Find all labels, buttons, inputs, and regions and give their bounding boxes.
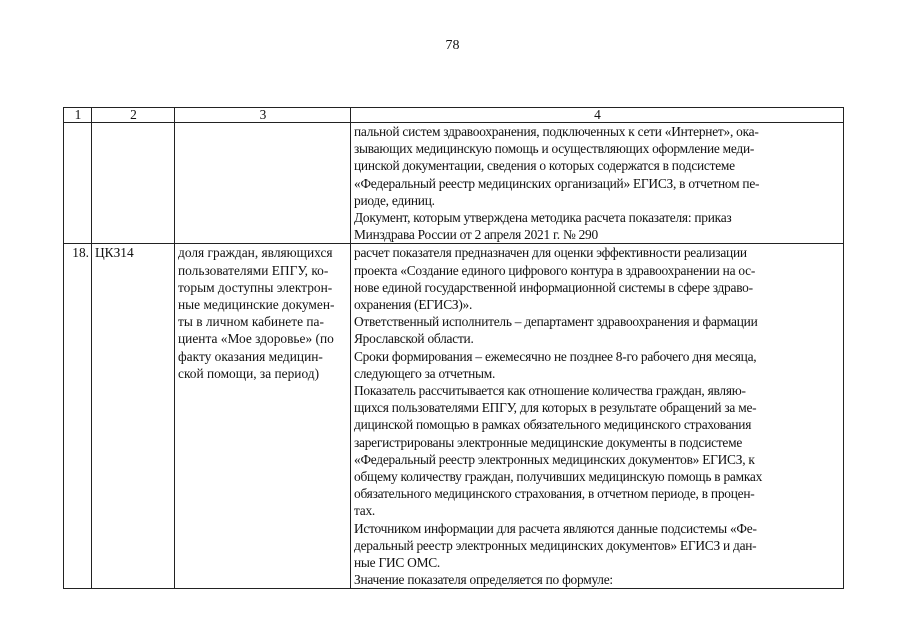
header-cell-3: 3 xyxy=(175,108,351,123)
description-line: дицинской помощью в рамках обязательного медицинского страхования xyxy=(354,417,752,433)
indicator-code: ЦКЗ14 xyxy=(92,244,175,589)
description-line: Значение показателя определяется по формуле: xyxy=(354,572,613,588)
description-line: ные ГИС ОМС. xyxy=(354,555,441,571)
continued-code-cell xyxy=(92,123,175,244)
description-line: охранения (ЕГИСЗ)». xyxy=(354,297,473,313)
description-line: «Федеральный реестр электронных медицинских документов» ЕГИСЗ, к xyxy=(354,451,755,467)
description-line: общему количеству граждан, получивших медицинскую помощь в рамках xyxy=(354,469,763,485)
table-header-row xyxy=(64,108,844,123)
description-line: деральный реестр электронных медицинских документов» ЕГИСЗ и дан- xyxy=(354,537,757,553)
description-line: расчет показателя предназначен для оценки эффективности реализации xyxy=(354,245,747,261)
indicator-name-line: доля граждан, являющихся xyxy=(178,245,333,261)
description-line: следующего за отчетным. xyxy=(354,365,496,381)
description-line: пальной систем здравоохранения, подключенных к сети «Интернет», ока- xyxy=(354,124,759,139)
indicator-name-line: факту оказания медицин- xyxy=(178,348,323,364)
table-row-18 xyxy=(64,244,844,589)
description-line: цинской документации, сведения о которых содержатся в подсистеме xyxy=(354,158,735,174)
header-cell-1: 1 xyxy=(64,108,92,123)
header-cell-2: 2 xyxy=(92,108,175,123)
paragraph-responsible xyxy=(354,313,841,347)
description-line: Документ, которым утверждена методика расчета показателя: приказ xyxy=(354,210,732,226)
paragraph-purpose xyxy=(354,244,841,313)
description-line: обязательного медицинского страхования, в отчетном периоде, в процен- xyxy=(354,486,755,502)
description-line: Ярославской области. xyxy=(354,331,474,347)
indicator-name-line: ные медицинские докумен- xyxy=(178,297,335,313)
description-line: проекта «Создание единого цифрового контура в здравоохранении на ос- xyxy=(354,262,756,278)
page-number: 78 xyxy=(445,38,460,53)
description-line: «Федеральный реестр медицинских организаций» ЕГИСЗ, в отчетном пе- xyxy=(354,175,760,191)
description-line: тах. xyxy=(354,503,376,519)
description-line: щихся пользователями ЕПГУ, для которых в результате обращений за ме- xyxy=(354,400,757,416)
indicator-name-line: ской помощи, за период) xyxy=(178,365,320,381)
indicator-name-line: циента «Мое здоровье» (по xyxy=(178,331,334,347)
paragraph-formula xyxy=(354,571,841,588)
indicator-name-line: ты в личном кабинете па- xyxy=(178,314,324,330)
description-line: Сроки формирования – ежемесячно не позднее 8-го рабочего дня месяца, xyxy=(354,348,757,364)
indicator-name-line: торым доступны электрон- xyxy=(178,279,333,295)
description-line: зывающих медицинскую помощь и осуществляющих оформление меди- xyxy=(354,141,755,157)
table-row-continued xyxy=(64,123,844,244)
description-line: Минздрава России от 2 апреля 2021 г. № 290 xyxy=(354,227,598,243)
header-cell-4: 4 xyxy=(351,108,844,123)
description-line: Показатель рассчитывается как отношение количества граждан, являю- xyxy=(354,383,746,399)
indicator-description-cell xyxy=(351,244,844,589)
description-line: зарегистрированы электронные медицинские документы в подсистеме xyxy=(354,434,743,450)
paragraph-calculation xyxy=(354,382,841,520)
description-line: Источником информации для расчета являются данные подсистемы «Фе- xyxy=(354,520,757,536)
row-number: 18. xyxy=(64,244,92,589)
description-line: нове единой государственной информационной системы в сфере здраво- xyxy=(354,279,753,295)
continued-description-cell xyxy=(351,123,844,244)
paragraph-source xyxy=(354,520,841,572)
indicator-table xyxy=(63,107,844,589)
description-line: Ответственный исполнитель – департамент здравоохранения и фармации xyxy=(354,314,758,330)
description-line: риоде, единиц. xyxy=(354,192,435,208)
continued-number-cell xyxy=(64,123,92,244)
indicator-name-cell xyxy=(175,244,351,589)
paragraph-deadlines xyxy=(354,348,841,382)
indicator-name-line: пользователями ЕПГУ, ко- xyxy=(178,262,329,278)
continued-name-cell xyxy=(175,123,351,244)
